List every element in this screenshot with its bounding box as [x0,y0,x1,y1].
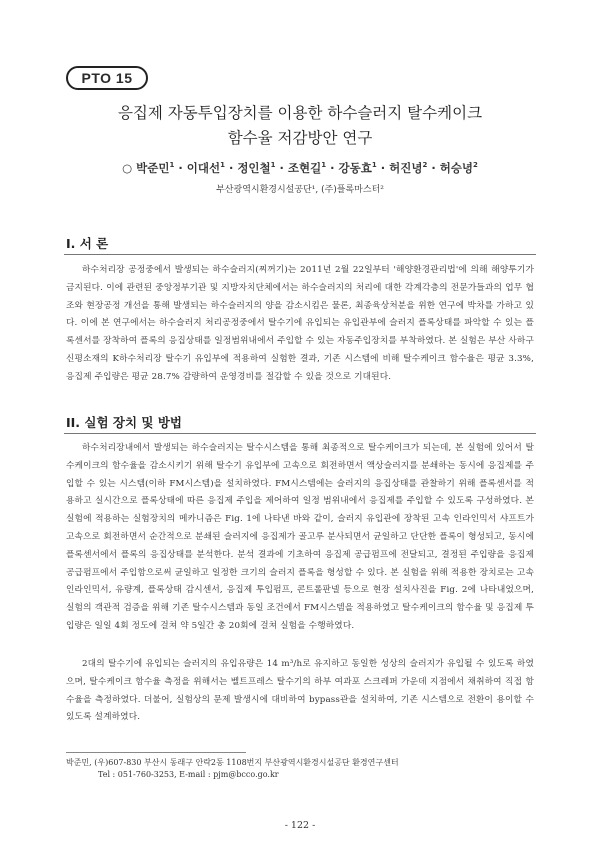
author-affiliation-sup: 1 [220,161,225,170]
author-name: 조현길$^1$ [287,161,327,175]
author-list [60,160,540,176]
author-name: 허승녕$^2$ [439,161,478,175]
author-separator: · [174,161,187,175]
author-affiliation-sup: 1 [169,161,175,170]
introduction-paragraph: 하수처리장 공정중에서 발생되는 하수슬러지(찌꺼기)는 2011년 2월 22일부터 '해양환경관리법'에 의해 해양투기가 금지된다. 이에 관련된 중앙정부기관 및 지방자치단체에서는 하수슬러지의 처리에 대한 각계각층의 전문가들과의 업무 협조와 현장공정 개선을 통해 발생되는 하수슬러지의 양을 감소시킴은 물론, 최종육상처분을 위한 연구에 박차를 가하고 있다. 이에 본 연구에서는 하수슬러지 처리공정중에서 탈수기에 유입되는 유입관부에 슬러지 플록상태를 파악할 수 있는 플록센서를 장착하여 플록의 응집상태를 일정범위내에서 주입할 수 있는 자동주입장치를 부착하였다. 본 실험은 부산 사하구 신평소재의 K하수처리장 탈수기 유입부에 적용하여 실험한 결과, 기존 시스템에 비해 탈수케이크 함수율은 평균 3.3%, 응집제 주입량은 평균 28.7% 감량하여 운영경비를 절감할 수 있을 것으로 기대된다. [66,265,534,382]
author-affiliation-sup: 2 [473,161,478,170]
author-separator: · [224,161,238,175]
author-affiliation-sup: 1 [270,161,276,170]
footnote-divider [66,752,246,753]
author-name: 강동효$^1$ [338,161,377,175]
author-name: 정인철$^1$ [237,161,276,175]
author-separator: · [427,161,440,175]
author-affiliation-sup: 1 [371,161,377,170]
author-affiliation-sup: 1 [321,161,327,170]
section-divider [64,254,536,255]
methods-paragraph-2: 2대의 탈수기에 유입되는 슬러지의 유입유량은 14 m³/h로 유지하고 동일한 성상의 슬러지가 유입될 수 있도록 하였으며, 탈수케이크 함수율 측정을 위해서는 벨트프레스 탈수기의 하부 여과포 스크레퍼 가운데 지점에서 채취하여 직접 함수율을 측정하였다. 더불어, 실험상의 문제 발생시에 대비하여 bypass관을 설치하여, 기존 시스템으로 전환이 용이할 수 있도록 설계하였다. [66,659,534,723]
affiliation: 부산광역시환경시설공단¹, (주)플록마스터² [216,185,384,195]
author-name: 이대선$^1$ [186,161,225,175]
footnote-address: 박준민, (우)607-830 부산시 동래구 안락2동 1108번지 부산광역시환경시설공단 환경연구센터 [66,758,399,767]
author-separator: · [275,161,288,175]
author-separator: · [376,161,390,175]
section-divider [64,433,536,434]
presenter-marker: ○ [122,161,137,175]
methods-paragraph-1: 하수처리장내에서 발생되는 하수슬러지는 탈수시스템을 통해 최종적으로 탈수케이크가 되는데, 본 실험에 있어서 탈수케이크의 함수율을 감소시키기 위해 탈수기 유입부에 고속으로 회전하면서 액상슬러지를 분쇄하는 동시에 응집제를 주입할 수 있는 시스템(이하 FM시스템)을 설치하였다. FM시스템에는 슬러지의 응집상태를 관찰하기 위해 플록센서를 적용하고 실시간으로 플록상태에 따른 응집제 주입을 제어하여 일정 범위내에서 응집제를 주입할 수 있도록 구성하였다. 본 실험에 적용하는 실험장치의 메카니즘은 Fig. 1에 나타낸 바와 같이, 슬러지 유입관에 장착된 고속 인라인믹서 샤프트가 고속으로 회전하면서 순간적으로 분쇄된 슬러지에 응집제가 골고루 분사되면서 균일하고 단단한 플록이 형성되고, 동시에 플록센서에서 플록의 응집상태를 분석한다. 분석 결과에 기초하여 응집제 공급펌프에 전달되고, 결정된 주입량을 응집제 공급펌프에서 주입함으로써 균일하고 일정한 크기의 슬러지 플록을 형성할 수 있다. 본 실험을 위해 적용한 장치로는 고속 인라인믹서, 유량계, 플록상태 감시센서, 응집제 투입펌프, 콘트롤판넬 등으로 현장 설치사진을 Fig. 2에 나타내었으며, 실험의 객관적 검증을 위해 기존 탈수시스템과 동일 조건에서 FM시스템을 적용하였고 탈수케이크의 함수율 및 응집제 투입량은 일일 4회 정도에 걸쳐 약 5일간 총 20회에 걸쳐 실험을 수행하였다. [66,443,534,631]
session-tag: PTO 15 [66,66,148,90]
paper-title-line1: 응집제 자동투입장치를 이용한 하수슬러지 탈수케이크 [117,104,483,122]
author-separator: · [326,161,339,175]
footnote-contact: Tel : 051-760-3253, E-mail : pjm@bcco.go.kr [98,770,279,779]
section-heading-methods: II. 실험 장치 및 방법 [66,415,182,430]
paper-title-line2: 함수율 저감방안 연구 [227,129,373,147]
page-number: - 122 - [284,820,316,831]
section-heading-introduction: I. 서 론 [66,236,109,251]
author-name: 허진녕$^2$ [389,161,428,175]
author-name: 박준민$^1$ [136,161,175,175]
author-affiliation-sup: 2 [422,161,428,170]
